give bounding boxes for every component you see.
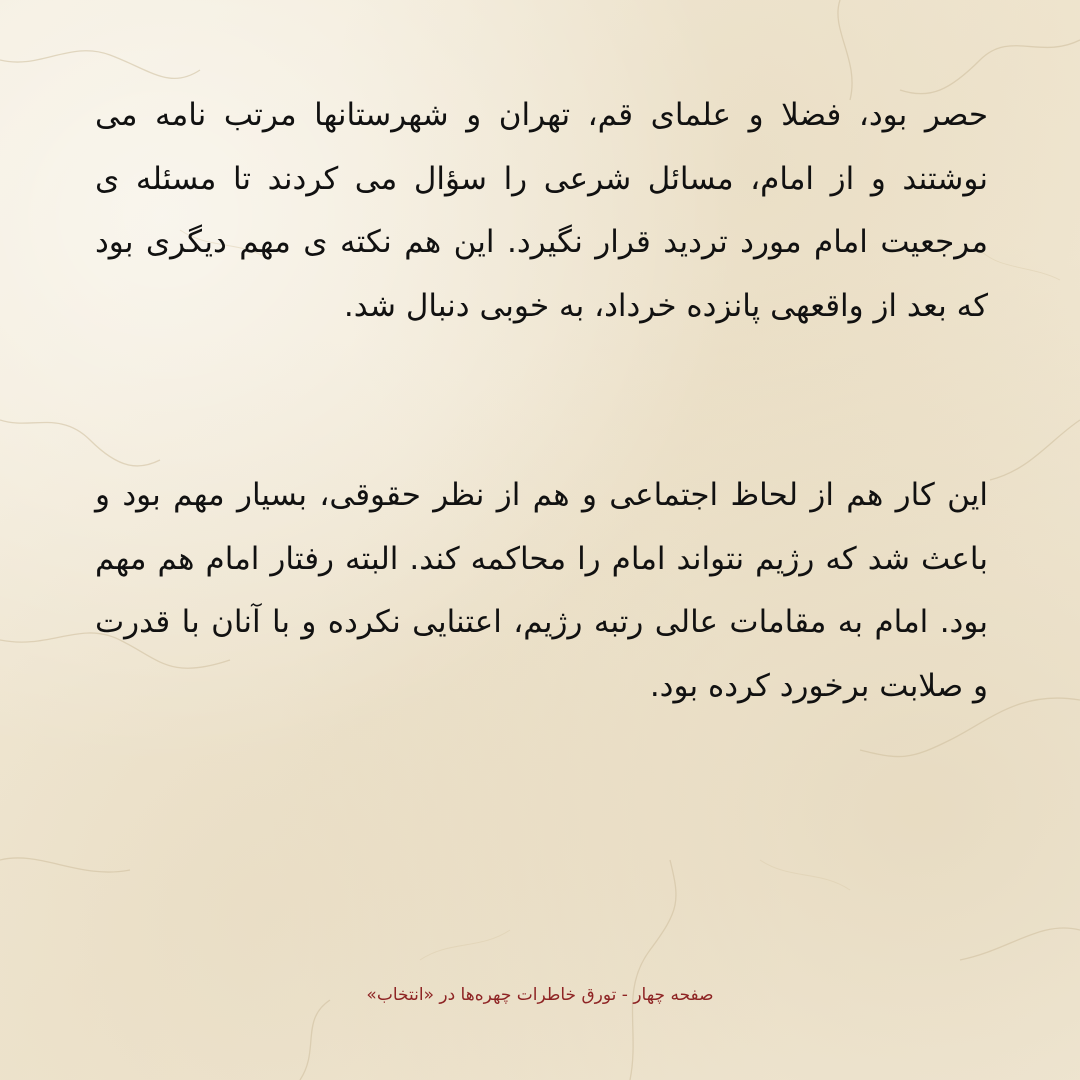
paragraph-1: حصر بود، فضلا و علمای قم، تهران و شهرستانها مرتب نامه می نوشتند و از امام، مسائل شرعی را سؤال می کردند تا مسئله ی مرجعیت امام مورد تردید قرار نگیرد. این هم نکته ی مهم دیگری بود که بعد از واقعهی پانزده خرداد، به خوبی دنبال شد.	[95, 97, 988, 324]
paragraph-2: این کار هم از لحاظ اجتماعی و هم از نظر حقوقی، بسیار مهم بود و باعث شد که رژیم نتواند امام را محاکمه کند. البته رفتار امام هم مهم بود. امام به مقامات عالی رتبه رژیم، اعتنایی نکرده و با آنان با قدرت و صلابت برخورد کرده بود.	[95, 477, 988, 704]
footer-caption: صفحه چهار - تورق خاطرات چهره‌ها در «انتخاب»	[366, 985, 714, 1005]
